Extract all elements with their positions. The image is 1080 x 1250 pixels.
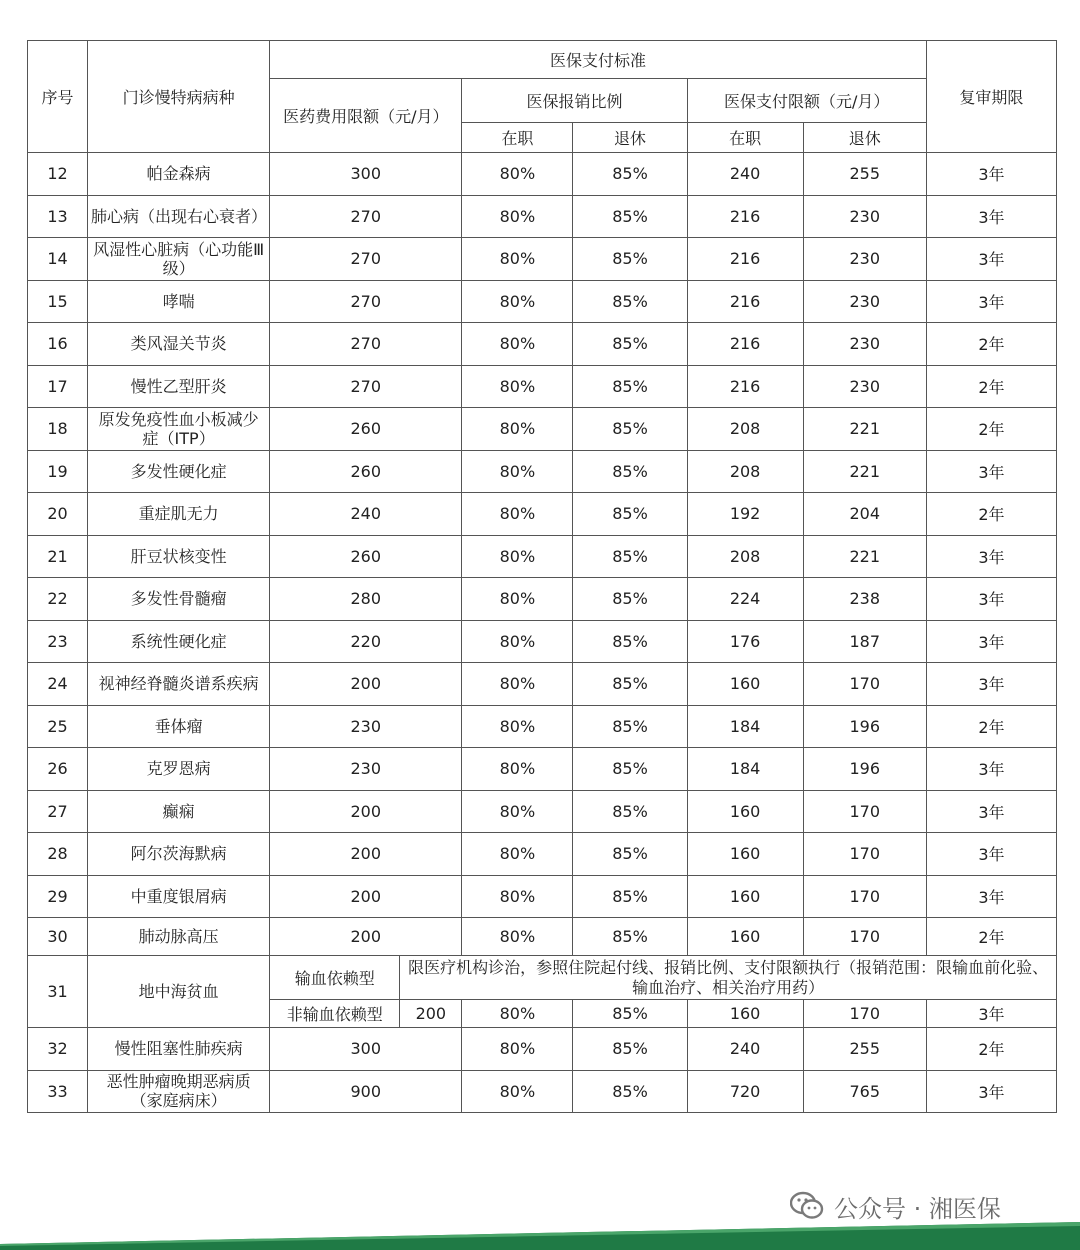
cell-pay-employed: 160 [687, 918, 803, 956]
cell-ratio-employed: 80% [462, 578, 573, 621]
cell-pay-retired: 230 [803, 365, 926, 408]
cell-pay-retired: 196 [803, 748, 926, 791]
cell-ratio-retired: 85% [573, 323, 687, 366]
cell-review-period: 2年 [926, 365, 1056, 408]
cell-ratio-retired: 85% [573, 1070, 687, 1113]
cell-ratio-retired: 85% [573, 450, 687, 493]
cell-no: 18 [28, 408, 88, 451]
cell-pay-retired: 221 [803, 408, 926, 451]
cell-review-period: 2年 [926, 705, 1056, 748]
cell-pay-employed: 240 [687, 153, 803, 196]
cell-pay-retired: 170 [803, 1000, 926, 1028]
cell-ratio-employed: 80% [462, 195, 573, 238]
footer-account-name: 公众号 · 湘医保 [834, 1194, 1001, 1223]
cell-no: 12 [28, 153, 88, 196]
cell-ratio-employed: 80% [462, 833, 573, 876]
cell-ratio-retired: 85% [573, 833, 687, 876]
cell-cost-limit: 900 [270, 1070, 462, 1113]
cell-ratio-employed: 80% [462, 918, 573, 956]
table-body [28, 153, 1057, 1113]
cell-ratio-retired: 85% [573, 493, 687, 536]
cell-review-period: 2年 [926, 918, 1056, 956]
cell-cost-limit: 270 [270, 323, 462, 366]
cell-ratio-retired: 85% [573, 918, 687, 956]
cell-no: 15 [28, 280, 88, 323]
cell-review-period: 3年 [926, 875, 1056, 918]
cell-cost-limit: 260 [270, 408, 462, 451]
cell-ratio-retired: 85% [573, 238, 687, 281]
cell-ratio-retired: 85% [573, 280, 687, 323]
cell-disease-name: 地中海贫血 [88, 956, 270, 1028]
cell-no: 20 [28, 493, 88, 536]
cell-review-period: 3年 [926, 578, 1056, 621]
cell-review-period: 3年 [926, 535, 1056, 578]
cell-disease-name: 系统性硬化症 [88, 620, 270, 663]
table-row-21 [28, 535, 1057, 578]
table-row-20 [28, 493, 1057, 536]
cell-pay-retired: 230 [803, 238, 926, 281]
cell-cost-limit: 200 [270, 663, 462, 706]
cell-pay-employed: 160 [687, 790, 803, 833]
cell-pay-employed: 216 [687, 195, 803, 238]
cell-ratio-retired: 85% [573, 1000, 687, 1028]
cell-ratio-retired: 85% [573, 620, 687, 663]
cell-ratio-retired: 85% [573, 535, 687, 578]
table-row-29 [28, 875, 1057, 918]
cell-cost-limit: 200 [400, 1000, 462, 1028]
cell-pay-employed: 216 [687, 280, 803, 323]
header-pay-retired: 退休 [803, 123, 926, 153]
cell-ratio-employed: 80% [462, 535, 573, 578]
table-row-31 [28, 956, 1057, 1000]
cell-pay-retired: 187 [803, 620, 926, 663]
cell-ratio-employed: 80% [462, 323, 573, 366]
cell-review-period: 3年 [926, 790, 1056, 833]
cell-review-period: 3年 [926, 1000, 1056, 1028]
cell-ratio-employed: 80% [462, 1000, 573, 1028]
cell-disease-name: 肝豆状核变性 [88, 535, 270, 578]
cell-cost-limit: 270 [270, 280, 462, 323]
table-row-28 [28, 833, 1057, 876]
cell-no: 16 [28, 323, 88, 366]
cell-no: 21 [28, 535, 88, 578]
cell-no: 32 [28, 1028, 88, 1071]
table-row-17 [28, 365, 1057, 408]
cell-disease-name: 肺心病（出现右心衰者） [88, 195, 270, 238]
cell-type-non-transfusion: 非输血依赖型 [270, 1000, 400, 1028]
table-row-19 [28, 450, 1057, 493]
cell-pay-employed: 184 [687, 748, 803, 791]
header-seq: 序号 [28, 41, 88, 153]
cell-disease-name: 帕金森病 [88, 153, 270, 196]
cell-no: 13 [28, 195, 88, 238]
cell-disease-name: 哮喘 [88, 280, 270, 323]
cell-disease-name: 慢性阻塞性肺疾病 [88, 1028, 270, 1071]
table-row-15 [28, 280, 1057, 323]
cell-no: 31 [28, 956, 88, 1028]
cell-disease-name: 克罗恩病 [88, 748, 270, 791]
cell-review-period: 2年 [926, 323, 1056, 366]
cell-type-transfusion-dependent: 输血依赖型 [270, 956, 400, 1000]
cell-disease-name: 多发性骨髓瘤 [88, 578, 270, 621]
cell-disease-name: 风湿性心脏病（心功能Ⅲ级） [88, 238, 270, 281]
cell-pay-retired: 204 [803, 493, 926, 536]
cell-cost-limit: 260 [270, 450, 462, 493]
cell-ratio-employed: 80% [462, 238, 573, 281]
cell-pay-employed: 208 [687, 535, 803, 578]
cell-no: 22 [28, 578, 88, 621]
cell-disease-name: 多发性硬化症 [88, 450, 270, 493]
cell-ratio-employed: 80% [462, 620, 573, 663]
cell-review-period: 3年 [926, 748, 1056, 791]
cell-ratio-retired: 85% [573, 408, 687, 451]
table-row-16 [28, 323, 1057, 366]
table-row-13 [28, 195, 1057, 238]
cell-review-period: 3年 [926, 663, 1056, 706]
cell-ratio-employed: 80% [462, 705, 573, 748]
cell-review-period: 3年 [926, 153, 1056, 196]
cell-no: 14 [28, 238, 88, 281]
cell-disease-name: 慢性乙型肝炎 [88, 365, 270, 408]
cell-ratio-retired: 85% [573, 153, 687, 196]
cell-ratio-employed: 80% [462, 493, 573, 536]
cell-pay-retired: 196 [803, 705, 926, 748]
header-pay-employed: 在职 [687, 123, 803, 153]
cell-pay-employed: 176 [687, 620, 803, 663]
cell-no: 25 [28, 705, 88, 748]
cell-cost-limit: 200 [270, 833, 462, 876]
cell-pay-retired: 170 [803, 663, 926, 706]
table-row-32 [28, 1028, 1057, 1071]
header-cost-limit: 医药费用限额（元/月） [270, 79, 462, 153]
cell-pay-retired: 170 [803, 790, 926, 833]
cell-disease-name: 阿尔茨海默病 [88, 833, 270, 876]
cell-pay-employed: 160 [687, 833, 803, 876]
cell-pay-retired: 230 [803, 195, 926, 238]
cell-disease-name: 恶性肿瘤晚期恶病质（家庭病床） [88, 1070, 270, 1113]
header-pay-limit: 医保支付限额（元/月） [687, 79, 926, 123]
cell-pay-retired: 170 [803, 875, 926, 918]
cell-pay-employed: 720 [687, 1070, 803, 1113]
cell-pay-retired: 255 [803, 1028, 926, 1071]
cell-cost-limit: 220 [270, 620, 462, 663]
cell-cost-limit: 270 [270, 365, 462, 408]
wechat-icon [790, 1191, 824, 1221]
cell-ratio-employed: 80% [462, 875, 573, 918]
header-ratio-employed: 在职 [462, 123, 573, 153]
cell-disease-name: 中重度银屑病 [88, 875, 270, 918]
cell-disease-name: 类风湿关节炎 [88, 323, 270, 366]
cell-ratio-employed: 80% [462, 790, 573, 833]
cell-ratio-employed: 80% [462, 748, 573, 791]
cell-pay-retired: 230 [803, 323, 926, 366]
table-row-14 [28, 238, 1057, 281]
cell-ratio-employed: 80% [462, 408, 573, 451]
cell-disease-name: 肺动脉高压 [88, 918, 270, 956]
cell-cost-limit: 230 [270, 748, 462, 791]
cell-review-period: 3年 [926, 195, 1056, 238]
cell-pay-employed: 184 [687, 705, 803, 748]
cell-cost-limit: 200 [270, 918, 462, 956]
cell-pay-retired: 221 [803, 450, 926, 493]
cell-disease-name: 癫痫 [88, 790, 270, 833]
table-row-33 [28, 1070, 1057, 1113]
cell-no: 19 [28, 450, 88, 493]
cell-pay-retired: 230 [803, 280, 926, 323]
cell-no: 17 [28, 365, 88, 408]
cell-review-period: 3年 [926, 833, 1056, 876]
header-review-period: 复审期限 [926, 41, 1056, 153]
cell-no: 27 [28, 790, 88, 833]
cell-review-period: 2年 [926, 493, 1056, 536]
cell-pay-employed: 160 [687, 1000, 803, 1028]
table-row-26 [28, 748, 1057, 791]
cell-no: 26 [28, 748, 88, 791]
cell-pay-employed: 216 [687, 365, 803, 408]
cell-no: 29 [28, 875, 88, 918]
cell-disease-name: 视神经脊髓炎谱系疾病 [88, 663, 270, 706]
cell-cost-limit: 300 [270, 1028, 462, 1071]
table-row-25 [28, 705, 1057, 748]
header-payment-standard: 医保支付标准 [270, 41, 927, 79]
cell-pay-employed: 208 [687, 408, 803, 451]
cell-review-period: 2年 [926, 1028, 1056, 1071]
cell-no: 28 [28, 833, 88, 876]
cell-ratio-retired: 85% [573, 663, 687, 706]
cell-review-period: 3年 [926, 1070, 1056, 1113]
cell-transfusion-note: 限医疗机构诊治，参照住院起付线、报销比例、支付限额执行（报销范围：限输血前化验、输血治疗、相关治疗用药） [400, 956, 1057, 1000]
cell-ratio-employed: 80% [462, 280, 573, 323]
bottom-green-band [0, 1218, 1080, 1250]
cell-no: 33 [28, 1070, 88, 1113]
cell-no: 24 [28, 663, 88, 706]
cell-pay-retired: 170 [803, 833, 926, 876]
cell-pay-retired: 255 [803, 153, 926, 196]
cell-cost-limit: 260 [270, 535, 462, 578]
cell-pay-employed: 160 [687, 875, 803, 918]
cell-review-period: 3年 [926, 620, 1056, 663]
table-row-30 [28, 918, 1057, 956]
cell-ratio-retired: 85% [573, 195, 687, 238]
cell-no: 30 [28, 918, 88, 956]
table-row-27 [28, 790, 1057, 833]
cell-review-period: 2年 [926, 408, 1056, 451]
cell-pay-retired: 170 [803, 918, 926, 956]
cell-cost-limit: 270 [270, 195, 462, 238]
cell-disease-name: 垂体瘤 [88, 705, 270, 748]
cell-ratio-employed: 80% [462, 365, 573, 408]
cell-review-period: 3年 [926, 450, 1056, 493]
table-row-22 [28, 578, 1057, 621]
cell-ratio-retired: 85% [573, 1028, 687, 1071]
cell-ratio-employed: 80% [462, 663, 573, 706]
cell-ratio-retired: 85% [573, 875, 687, 918]
cell-review-period: 3年 [926, 280, 1056, 323]
cell-cost-limit: 200 [270, 790, 462, 833]
cell-cost-limit: 200 [270, 875, 462, 918]
table-row-23 [28, 620, 1057, 663]
cell-pay-employed: 192 [687, 493, 803, 536]
cell-ratio-employed: 80% [462, 1070, 573, 1113]
cell-ratio-retired: 85% [573, 748, 687, 791]
cell-ratio-retired: 85% [573, 365, 687, 408]
table-row-24 [28, 663, 1057, 706]
cell-pay-retired: 765 [803, 1070, 926, 1113]
cell-ratio-retired: 85% [573, 705, 687, 748]
disease-payment-table [27, 40, 1057, 1113]
cell-pay-employed: 160 [687, 663, 803, 706]
cell-pay-employed: 216 [687, 323, 803, 366]
header-ratio-retired: 退休 [573, 123, 687, 153]
cell-no: 23 [28, 620, 88, 663]
cell-review-period: 3年 [926, 238, 1056, 281]
cell-disease-name: 重症肌无力 [88, 493, 270, 536]
cell-ratio-employed: 80% [462, 450, 573, 493]
cell-cost-limit: 300 [270, 153, 462, 196]
cell-pay-employed: 224 [687, 578, 803, 621]
cell-cost-limit: 280 [270, 578, 462, 621]
cell-ratio-retired: 85% [573, 578, 687, 621]
cell-ratio-employed: 80% [462, 1028, 573, 1071]
cell-pay-employed: 216 [687, 238, 803, 281]
cell-disease-name: 原发免疫性血小板减少症（ITP） [88, 408, 270, 451]
table-row-12 [28, 153, 1057, 196]
cell-pay-retired: 238 [803, 578, 926, 621]
cell-cost-limit: 230 [270, 705, 462, 748]
cell-cost-limit: 240 [270, 493, 462, 536]
cell-ratio-retired: 85% [573, 790, 687, 833]
table-row-18 [28, 408, 1057, 451]
cell-ratio-employed: 80% [462, 153, 573, 196]
header-disease: 门诊慢特病病种 [88, 41, 270, 153]
cell-pay-retired: 221 [803, 535, 926, 578]
cell-pay-employed: 240 [687, 1028, 803, 1071]
header-reimburse-ratio: 医保报销比例 [462, 79, 687, 123]
cell-cost-limit: 270 [270, 238, 462, 281]
cell-pay-employed: 208 [687, 450, 803, 493]
